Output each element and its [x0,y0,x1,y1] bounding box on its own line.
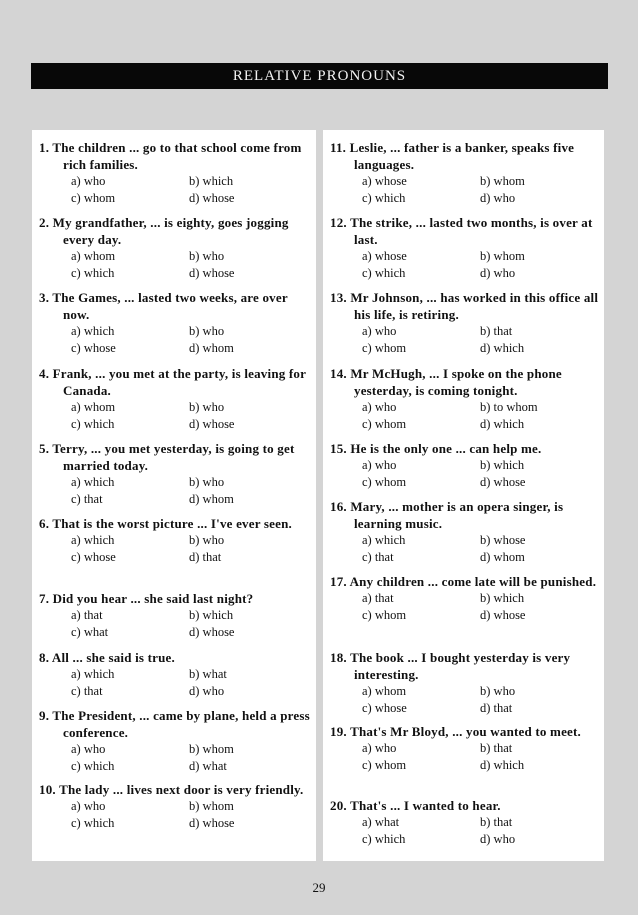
question-2 [32,214,316,281]
option-d: d) that [480,700,513,715]
question-stem: 5. Terry, ... you met yesterday, is going to get married today. [39,441,295,473]
option-a: a) what [362,815,400,829]
option-c: c) whom [362,416,407,431]
option-b: b) to whom [480,400,538,414]
question-11 [323,139,604,206]
option-c: c) whom [362,474,407,489]
option-c: c) whose [71,340,116,355]
question-18 [323,649,604,716]
option-b: b) whom [480,249,525,263]
question-10 [32,781,316,831]
option-b: b) that [480,741,513,755]
option-c: c) whose [362,700,407,715]
option-b: b) who [480,684,516,698]
question-stem: 19. That's Mr Bloyd, ... you wanted to meet. [330,724,582,739]
option-a: a) that [71,608,103,622]
page-title: RELATIVE PRONOUNS [31,63,608,89]
option-d: d) that [189,549,222,564]
option-d: d) which [480,340,525,355]
option-a: a) who [362,324,397,338]
question-14 [323,365,604,432]
question-15 [323,440,604,490]
question-stem: 3. The Games, ... lasted two weeks, are over now. [39,290,288,322]
option-a: a) whom [71,400,116,414]
question-16 [323,498,604,565]
question-7 [32,590,316,640]
question-stem: 8. All ... she said is true. [39,650,175,665]
option-b: b) who [189,533,225,547]
option-b: b) what [189,667,227,681]
option-a: a) who [71,174,106,188]
option-b: b) who [189,475,225,489]
option-b: b) who [189,249,225,263]
option-b: b) whom [189,742,234,756]
option-b: b) which [480,458,525,472]
question-stem: 6. That is the worst picture ... I've ever seen. [39,516,292,531]
option-b: b) whom [480,174,525,188]
option-c: c) whom [362,340,407,355]
option-d: d) whom [480,549,525,564]
question-5 [32,440,316,507]
option-b: b) which [189,608,234,622]
option-a: a) who [71,742,106,756]
option-d: d) whom [189,340,234,355]
question-stem: 7. Did you hear ... she said last night? [39,591,254,606]
question-stem: 4. Frank, ... you met at the party, is leaving for Canada. [39,366,306,398]
question-stem: 12. The strike, ... lasted two months, is over at last. [330,215,593,247]
question-stem: 2. My grandfather, ... is eighty, goes jogging every day. [39,215,289,247]
page-number: 29 [312,880,326,895]
option-c: c) which [362,190,406,205]
option-b: b) whom [189,799,234,813]
question-stem: 1. The children ... go to that school come from rich families. [39,140,302,172]
option-c: c) whom [362,607,407,622]
question-17 [323,573,604,623]
option-a: a) which [71,324,115,338]
option-a: a) who [71,799,106,813]
option-b: b) that [480,324,513,338]
question-4 [32,365,316,432]
option-d: d) which [480,416,525,431]
option-a: a) who [362,458,397,472]
question-20 [323,797,604,847]
option-c: c) which [362,831,406,846]
question-stem: 11. Leslie, ... father is a banker, speaks five languages. [330,140,575,172]
option-d: d) whose [189,265,235,280]
option-c: c) which [71,416,115,431]
question-stem: 20. That's ... I wanted to hear. [330,798,501,813]
option-d: d) whose [189,624,235,639]
question-19 [323,723,604,773]
option-c: c) whom [362,757,407,772]
option-b: b) which [480,591,525,605]
option-d: d) who [480,831,516,846]
option-c: c) which [71,758,115,773]
option-d: d) who [480,190,516,205]
left-question-column [32,130,316,861]
option-d: d) what [189,758,227,773]
question-stem: 15. He is the only one ... can help me. [330,441,542,456]
option-a: a) whom [71,249,116,263]
option-a: a) which [71,667,115,681]
option-c: c) which [362,265,406,280]
option-c: c) which [71,265,115,280]
question-stem: 17. Any children ... come late will be punished. [330,574,597,589]
question-1 [32,139,316,206]
option-d: d) whose [189,815,235,830]
question-8 [32,649,316,699]
option-d: d) whose [189,416,235,431]
question-stem: 18. The book ... I bought yesterday is very interesting. [330,650,571,682]
option-d: d) who [480,265,516,280]
option-c: c) that [362,549,394,564]
option-c: c) which [71,815,115,830]
option-a: a) who [362,400,397,414]
question-9 [32,707,316,774]
option-a: a) that [362,591,394,605]
option-c: c) whom [71,190,116,205]
option-a: a) which [71,475,115,489]
option-b: b) who [189,324,225,338]
option-d: d) whose [189,190,235,205]
option-b: b) which [189,174,234,188]
question-stem: 9. The President, ... came by plane, held a press conference. [39,708,310,740]
question-stem: 10. The lady ... lives next door is very friendly. [39,782,304,797]
option-d: d) whose [480,607,526,622]
question-13 [323,289,604,356]
option-a: a) which [71,533,115,547]
option-c: c) that [71,491,103,506]
option-a: a) who [362,741,397,755]
question-12 [323,214,604,281]
option-a: a) whom [362,684,407,698]
option-b: b) whose [480,533,526,547]
question-6 [32,515,316,565]
question-stem: 14. Mr McHugh, ... I spoke on the phone yesterday, is coming tonight. [330,366,562,398]
option-d: d) whose [480,474,526,489]
option-d: d) whom [189,491,234,506]
option-a: a) whose [362,174,407,188]
right-question-column [323,130,604,861]
option-d: d) which [480,757,525,772]
option-b: b) who [189,400,225,414]
option-c: c) that [71,683,103,698]
option-a: a) whose [362,249,407,263]
question-3 [32,289,316,356]
option-b: b) that [480,815,513,829]
option-c: c) whose [71,549,116,564]
option-c: c) what [71,624,109,639]
question-stem: 13. Mr Johnson, ... has worked in this office all his life, is retiring. [330,290,599,322]
option-a: a) which [362,533,406,547]
option-d: d) who [189,683,225,698]
question-stem: 16. Mary, ... mother is an opera singer, is learning music. [330,499,564,531]
